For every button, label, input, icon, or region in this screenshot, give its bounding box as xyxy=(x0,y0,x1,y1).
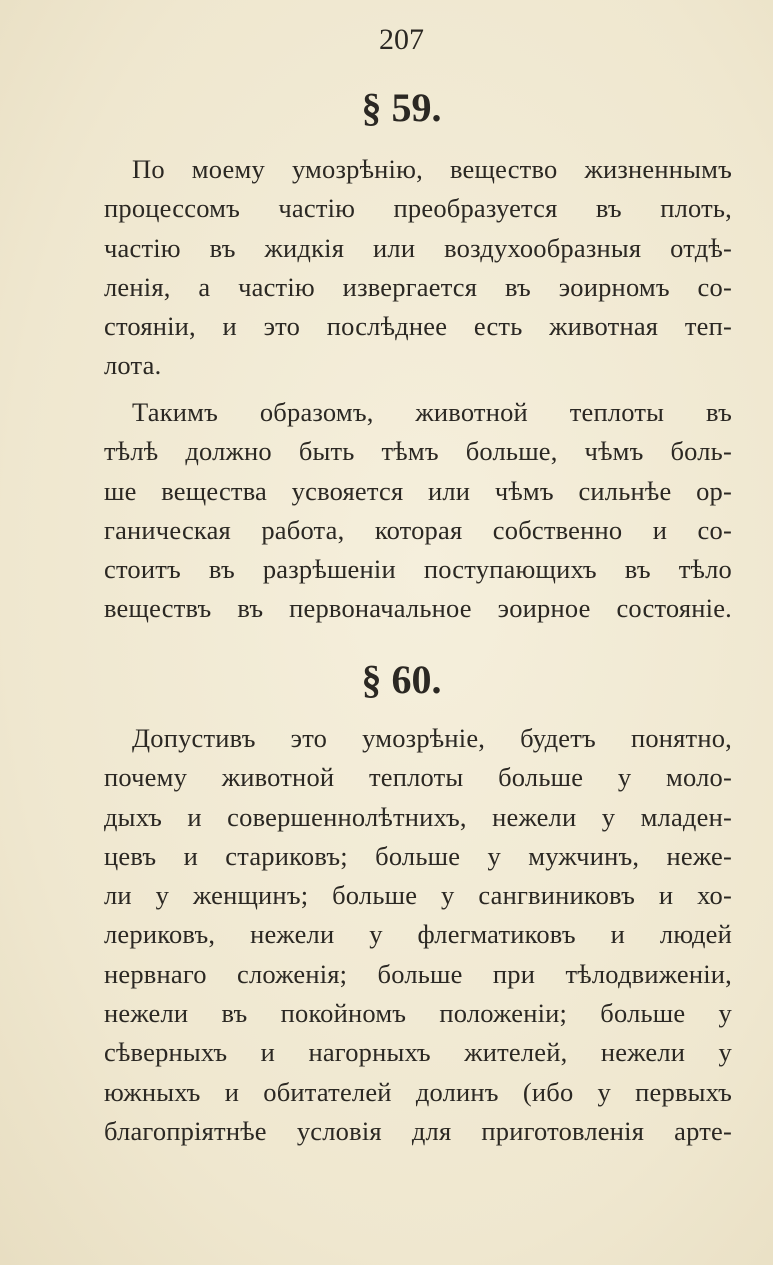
paragraph-1 xyxy=(104,150,732,386)
text-line: сѣверныхъ и нагорныхъ жителей, нежели у xyxy=(104,1037,732,1068)
text-line: лериковъ, нежели у флегматиковъ и людей xyxy=(104,919,732,950)
text-line: дыхъ и совершеннолѣтнихъ, нежели у младен- xyxy=(104,801,732,832)
text-line: ганическая работа, которая собственно и со- xyxy=(104,514,732,545)
text-line: Такимъ образомъ, животной теплоты въ xyxy=(132,397,732,427)
text-line: веществъ въ первоначальное эоирное состояніе. xyxy=(104,593,732,624)
text-line: почему животной теплоты больше у моло- xyxy=(104,762,732,793)
paragraph-3 xyxy=(104,719,732,1151)
text-line: цевъ и стариковъ; больше у мужчинъ, неже- xyxy=(104,840,732,871)
text-line: ли у женщинъ; больше у сангвиниковъ и хо- xyxy=(104,880,732,911)
text-line: южныхъ и обитателей долинъ (ибо у первыхъ xyxy=(104,1076,732,1107)
text-line: нервнаго сложенія; больше при тѣлодвиженіи, xyxy=(104,958,732,989)
paragraph-2 xyxy=(104,393,732,629)
text-line: стояніи, и это послѣднее есть животная теп- xyxy=(104,311,732,342)
text-line: Допустивъ это умозрѣніе, будетъ понятно, xyxy=(132,723,732,753)
text-line: По моему умозрѣнію, вещество жизненнымъ xyxy=(132,154,732,184)
text-line: лота. xyxy=(104,350,162,381)
text-line: тѣлѣ должно быть тѣмъ больше, чѣмъ боль- xyxy=(104,436,732,467)
text-line: ше вещества усвояется или чѣмъ сильнѣе ор- xyxy=(104,475,732,506)
page-number: 207 xyxy=(379,23,424,56)
text-line: частію въ жидкія или воздухообразныя отдѣ- xyxy=(104,232,732,263)
text-line: процессомъ частію преобразуется въ плоть, xyxy=(104,193,732,224)
text-line: благопріятнѣе условія для приготовленія арте- xyxy=(104,1115,732,1146)
text-line: стоитъ въ разрѣшеніи поступающихъ въ тѣло xyxy=(104,554,732,585)
text-line: ленія, а частію извергается въ эоирномъ со- xyxy=(104,271,732,302)
text-line: нежели въ покойномъ положеніи; больше у xyxy=(104,998,732,1029)
section-heading-60: § 60. xyxy=(361,657,442,702)
section-heading-59: § 59. xyxy=(361,85,442,130)
